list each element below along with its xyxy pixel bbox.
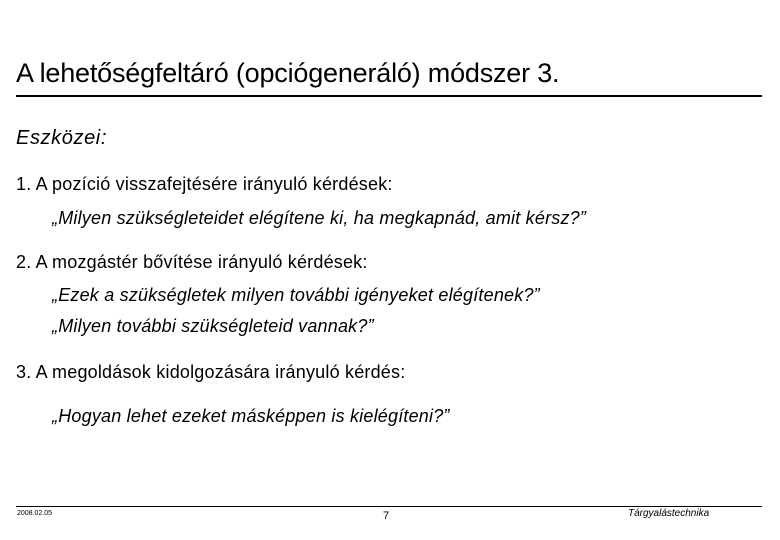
item-1-quote-1: „Milyen szükségleteidet elégítene ki, ha megkapnád, amit kérsz?” (52, 208, 587, 228)
footer-course: Tárgyalástechnika (628, 508, 710, 519)
slide-title: A lehetőségfeltáró (opciógeneráló) módszer 3. (16, 58, 560, 88)
footer-page-number: 7 (383, 510, 390, 522)
footer-rule (16, 506, 762, 507)
item-3-heading: 3. A megoldások kidolgozására irányuló kérdés: (16, 362, 406, 382)
item-2-quote-2: „Milyen további szükségleteid vannak?” (52, 316, 374, 336)
item-3-quote-1: „Hogyan lehet ezeket másképpen is kielégíteni?” (52, 406, 450, 426)
item-2-heading: 2. A mozgástér bővítése irányuló kérdések: (16, 252, 368, 272)
footer-date: 2008.02.05 (17, 510, 53, 517)
tools-subheading: Eszközei: (16, 127, 107, 149)
item-2-quote-1: „Ezek a szükségletek milyen további igényeket elégítenek?” (52, 285, 540, 305)
item-1-heading: 1. A pozíció visszafejtésére irányuló kérdések: (16, 174, 393, 194)
title-underline (16, 95, 762, 97)
